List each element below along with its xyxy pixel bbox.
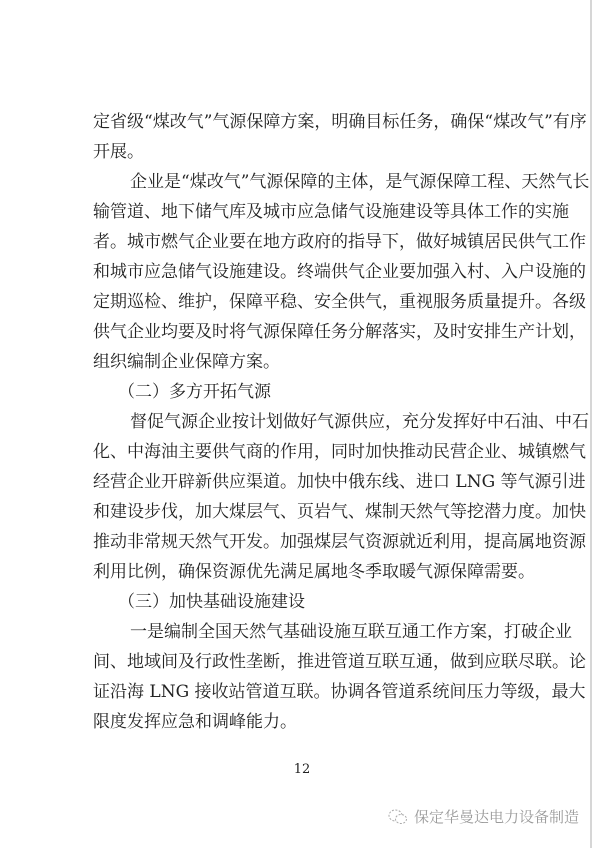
- wechat-icon: [388, 809, 408, 825]
- text-line: 者。城市燃气企业要在地方政府的指导下，做好城镇居民供气工作: [93, 232, 586, 252]
- text-line: 限度发挥应急和调峰能力。: [93, 712, 297, 732]
- text-line: 利用比例，确保资源优先满足属地冬季取暖气源保障需要。: [93, 562, 535, 582]
- text-line: 一是编制全国天然气基础设施互联互通工作方案，打破企业: [130, 622, 572, 642]
- watermark: [388, 806, 579, 827]
- text-line: 供气企业均要及时将气源保障任务分解落实，及时安排生产计划，: [93, 322, 586, 342]
- section-heading: （二）多方开拓气源: [118, 382, 271, 402]
- watermark-text: 保定华曼达电力设备制造: [414, 808, 580, 826]
- text-line: 和城市应急储气设施建设。终端供气企业要加强入村、入户设施的: [93, 262, 586, 282]
- text-line: 组织编制企业保障方案。: [93, 352, 280, 372]
- page-edge: [590, 0, 592, 848]
- text-line: 定期巡检、维护，保障平稳、安全供气，重视服务质量提升。各级: [93, 292, 586, 312]
- text-line: 化、中海油主要供气商的作用，同时加快推动民营企业、城镇燃气: [93, 442, 586, 462]
- text-line: 督促气源企业按计划做好气源供应，充分发挥好中石油、中石: [130, 412, 589, 432]
- text-line: 推动非常规天然气开发。加强煤层气资源就近利用，提高属地资源: [93, 532, 586, 552]
- text-line: 经营企业开辟新供应渠道。加快中俄东线、进口 LNG 等气源引进: [93, 472, 586, 492]
- text-line: 证沿海 LNG 接收站管道互联。协调各管道系统间压力等级，最大: [93, 682, 586, 702]
- text-line: 开展。: [93, 142, 144, 162]
- text-line: 企业是“煤改气”气源保障的主体，是气源保障工程、天然气长: [130, 172, 590, 192]
- text-line: 定省级“煤改气”气源保障方案，明确目标任务，确保“煤改气”有序: [93, 112, 587, 132]
- text-line: 和建设步伐，加大煤层气、页岩气、煤制天然气等挖潜力度。加快: [93, 502, 586, 522]
- page-number: 12: [293, 762, 311, 777]
- section-heading: （三）加快基础设施建设: [118, 592, 305, 612]
- text-line: 输管道、地下储气库及城市应急储气设施建设等具体工作的实施: [93, 202, 569, 222]
- text-line: 间、地域间及行政性垄断，推进管道互联互通，做到应联尽联。论: [93, 652, 586, 672]
